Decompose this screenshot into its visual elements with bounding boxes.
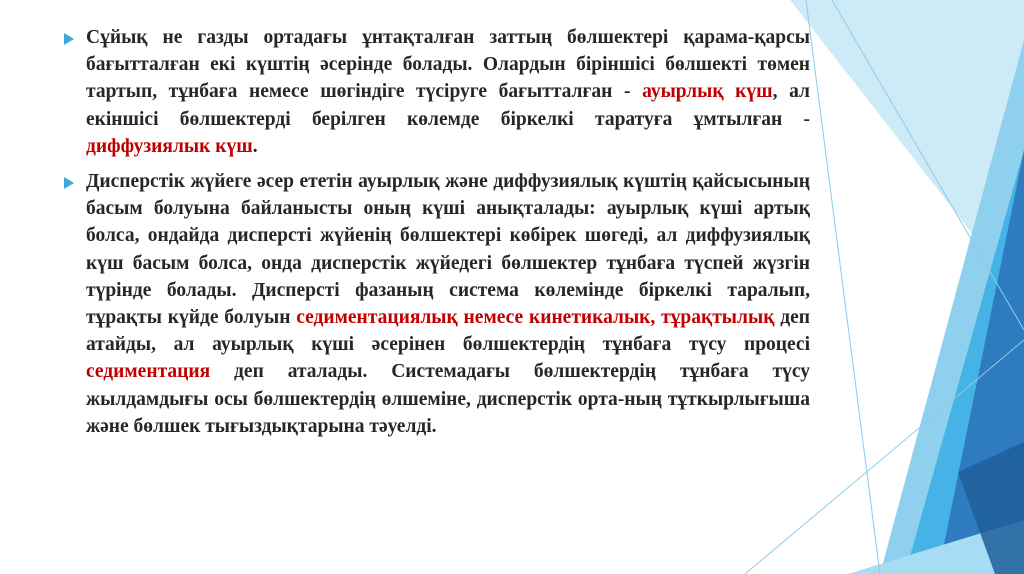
highlighted-term: седиментациялық немесе кинетикалык, тұрақтылық xyxy=(296,307,775,329)
text-segment: Дисперстік жүйеге әсер ететін ауырлық және диффузиялық күштің қайсысының басым болуына байланысты оның күші анықталады: ауырлық күші артық болса, ондайда дисперсті жүйенің бөлшектері көбірек шөгеді, ал диффузиялық күш басым болса, онда дисперстік жүйедегі бөлшектер тұнбаға түспей жүзгін түрінде болады. Дисперсті фазаның система көлемінде біркелкі таралып, тұрақты күйде болуын xyxy=(86,171,810,329)
text-segment: Сұйық не газды ортадағы ұнтақталған заттың бөлшектері қарама-қарсы бағытталған екі күштің әсерінде болады. Олардын біріншісі бөлшекті төмен тартып, тұнбаға немесе шөгіндіге түсіруге бағытталған - xyxy=(86,27,810,103)
highlighted-term: ауырлық күш xyxy=(642,81,773,103)
text-segment: деп атайды, ал ауырлық күші әсерінен бөлшектердің тұнбаға түсу процесі xyxy=(86,307,810,356)
bullet-item xyxy=(62,168,810,440)
highlighted-term: диффузиялык күш xyxy=(86,135,253,157)
bullet-item xyxy=(62,24,810,160)
text-content xyxy=(62,24,810,448)
bullet-arrow-icon xyxy=(64,177,74,189)
highlighted-term: седиментация xyxy=(86,361,211,383)
text-segment: деп аталады. Системадағы бөлшектердің тұнбаға түсу жылдамдығы осы бөлшектердің өлшеміне, дисперстік орта-ның тұткырлығыша және бөлшек тығыздықтарына тәуелді. xyxy=(86,361,810,437)
text-segment: . xyxy=(252,135,258,157)
paragraph xyxy=(86,168,810,440)
text-segment: , ал екіншісі бөлшектерді берілген көлемде біркелкі таратуға ұмтылған - xyxy=(86,81,810,130)
bullet-arrow-icon xyxy=(64,33,74,45)
paragraph xyxy=(86,24,810,160)
